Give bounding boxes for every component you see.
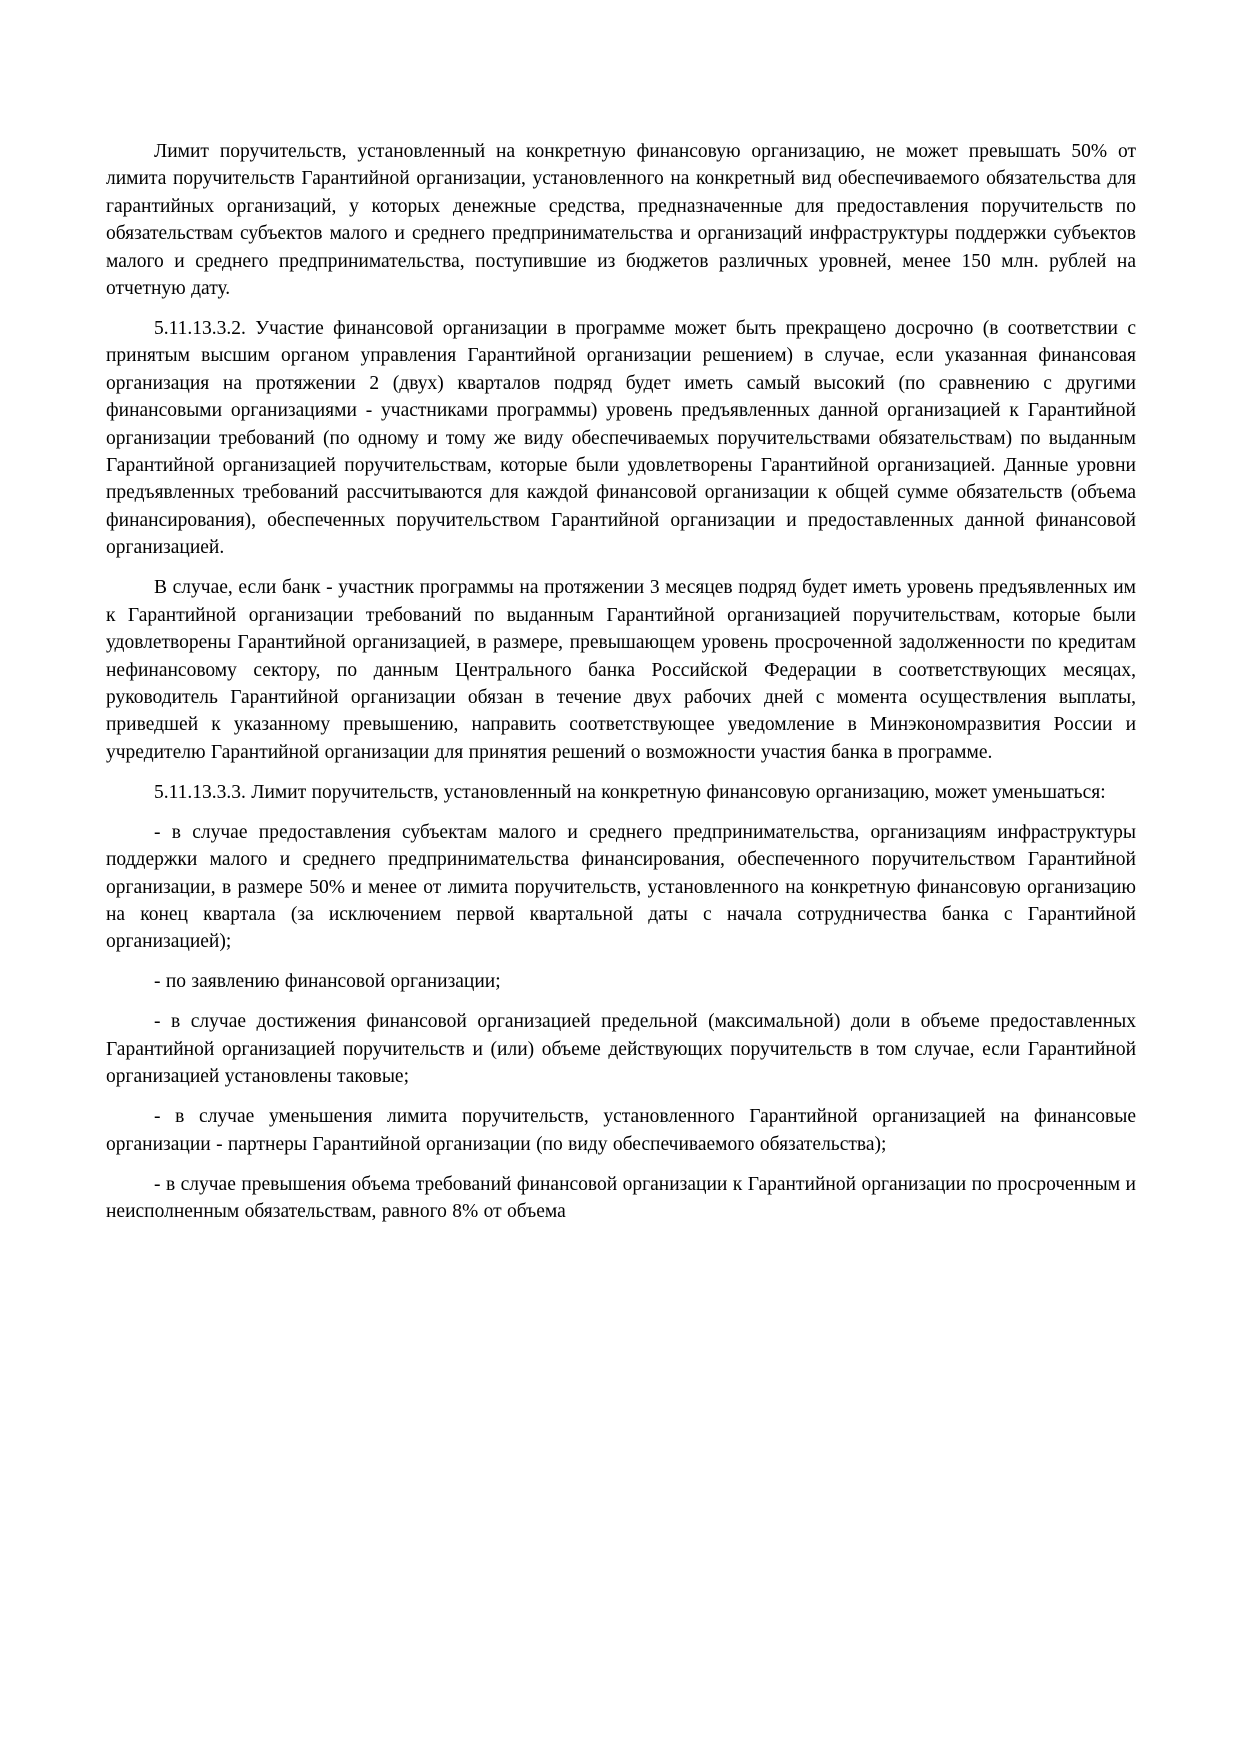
paragraph-bank-participant: В случае, если банк - участник программы на протяжении 3 месяцев подряд будет иметь уровень предъявленных им к Гарантийной организации требований по выданным Гарантийной организацией поручительствам, которые были удовлетворены Гарантийной организацией, в размере, превышающем уровень просроченной задолженности по кредитам нефинансовому сектору, по данным Центрального банка Российской Федерации в соответствующих месяцах, руководитель Гарантийной организации обязан в течение двух рабочих дней с момента осуществления выплаты, приведшей к указанному превышению, направить соответствующее уведомление в Минэкономразвития России и учредителю Гарантийной организации для принятия решений о возможности участия банка в программе. [106, 577, 1136, 763]
document-content [106, 138, 1136, 1225]
list-item-financing-50-percent: - в случае предоставления субъектам малого и среднего предпринимательства, организациям инфраструктуры поддержки малого и среднего предпринимательства финансирования, обеспеченного поручительством Гарантийной организации, в размере 50% и менее от лимита поручительств, установленного на конкретную финансовую организацию на конец квартала (за исключением первой квартальной даты с начала сотрудничества банка с Гарантийной организацией); [106, 821, 1136, 953]
list-item-limit-reduction: - в случае уменьшения лимита поручительств, установленного Гарантийной организацией на финансовые организации - партнеры Гарантийной организации (по виду обеспечиваемого обязательства); [106, 1106, 1136, 1155]
paragraph-limit-guarantees: Лимит поручительств, установленный на конкретную финансовую организацию, не может превышать 50% от лимита поручительств Гарантийной организации, установленного на конкретный вид обеспечиваемого обязательства для гарантийных организаций, у которых денежные средства, предназначенные для предоставления поручительств по обязательствам субъектов малого и среднего предпринимательства и организаций инфраструктуры поддержки субъектов малого и среднего предпринимательства, поступившие из бюджетов различных уровней, менее 150 млн. рублей на отчетную дату. [106, 141, 1136, 300]
paragraph-5-11-13-3-2: 5.11.13.3.2. Участие финансовой организации в программе может быть прекращено досрочно (в соответствии с принятым высшим органом управления Гарантийной организации решением) в случае, если указанная финансовая организация на протяжении 2 (двух) кварталов подряд будет иметь самый высокий (по сравнению с другими финансовыми организациями - участниками программы) уровень предъявленных данной организацией к Гарантийной организации требований (по одному и тому же виду обеспечиваемых поручительствами обязательствам) по выданным Гарантийной организацией поручительствам, которые были удовлетворены Гарантийной организацией. Данные уровни предъявленных требований рассчитываются для каждой финансовой организации к общей сумме обязательств (объема финансирования), обеспеченных поручительством Гарантийной организации и предоставленных данной финансовой организацией. [106, 318, 1136, 559]
paragraph-5-11-13-3-3: 5.11.13.3.3. Лимит поручительств, установленный на конкретную финансовую организацию, может уменьшаться: [154, 781, 1106, 803]
list-item-max-share: - в случае достижения финансовой организацией предельной (максимальной) доли в объеме предоставленных Гарантийной организацией поручительств и (или) объеме действующих поручительств в том случае, если Гарантийной организацией установлены таковые; [106, 1011, 1136, 1088]
list-item-claims-exceed-8-percent: - в случае превышения объема требований финансовой организации к Гарантийной организации по просроченным и неисполненным обязательствам, равного 8% от объема [106, 1173, 1136, 1222]
list-item-by-application: - по заявлению финансовой организации; [154, 971, 501, 993]
